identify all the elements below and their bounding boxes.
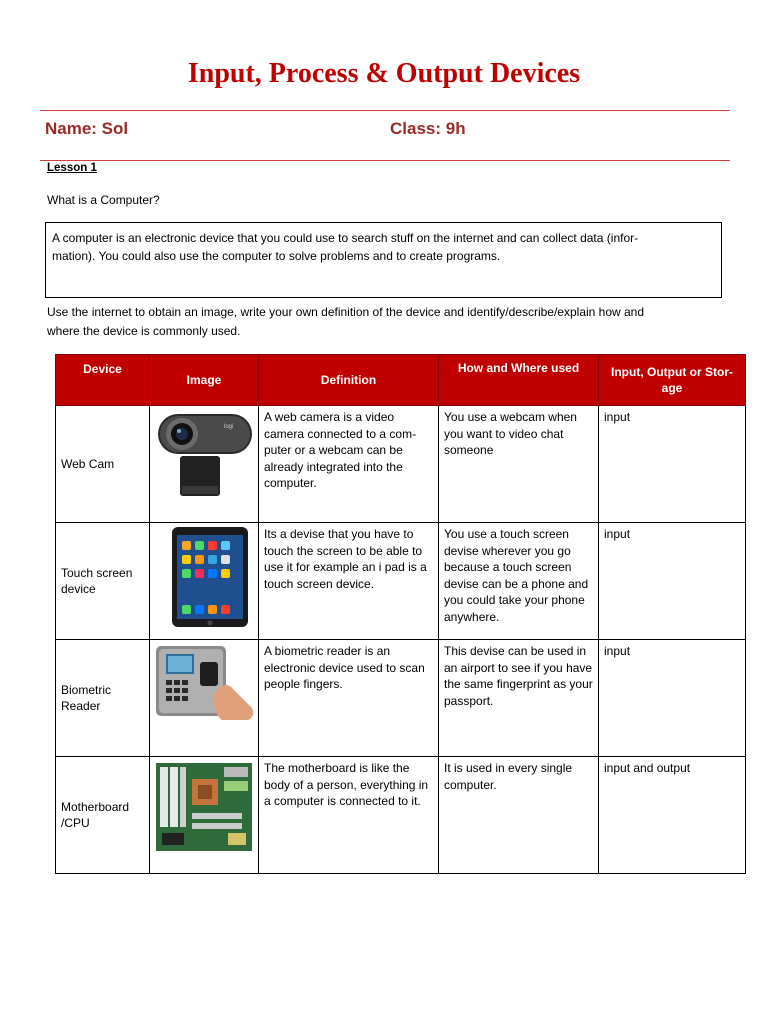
instructions [47,303,727,341]
student-class: Class: 9h [390,119,466,138]
webcam-icon [152,408,256,502]
header-device: Device [56,355,150,406]
divider-bottom [40,160,730,161]
fingerprint-icon [152,642,256,722]
how-where-used: This devise can be used in an airport to see if you have the same fingerprint as your passport. [439,640,599,757]
answer-box[interactable] [45,222,722,298]
header-how-where: How and Where used [439,355,599,406]
svg-text:logi: logi [224,424,234,430]
definition: A biometric reader is an electronic device used to scan people fingers. [259,640,439,757]
how-where-used: You use a webcam when you want to video chat someone [439,406,599,523]
header-definition: Definition [259,355,439,406]
device-type: input and output [599,757,746,874]
device-name: Touch screen device [56,523,150,640]
question-text: What is a Computer? [47,193,160,207]
how-where-used: You use a touch screen devise wherever you go because a touch screen devise can be a phone and you could take your phone anywhere. [439,523,599,640]
device-type: input [599,406,746,523]
device-name: Web Cam [56,406,150,523]
how-where-used: It is used in every single computer. [439,757,599,874]
definition: Its a devise that you have to touch the screen to be able to use it for example an i pad is a touch screen device. [259,523,439,640]
header-image: Image [150,355,259,406]
lesson-label: Lesson 1 [47,162,97,174]
student-name: Name: Sol [45,119,129,138]
table-row [56,406,746,523]
table-row [56,640,746,757]
answer-line: A computer is an electronic device that you could use to search stuff on the internet and can collect data (infor- [52,231,639,245]
definition: A web camera is a video camera connected to a com-puter or a webcam can be already integrated into the computer. [259,406,439,523]
definition: The motherboard is like the body of a person, everything in a computer is connected to it. [259,757,439,874]
table-row [56,757,746,874]
header-type: Input, Output or Stor-age [599,355,746,406]
answer-line: mation). You could also use the computer to solve problems and to create programs. [52,249,501,263]
tablet-image [150,523,259,640]
instructions-line: Use the internet to obtain an image, write your own definition of the device and identify/describe/explain how and [47,305,645,319]
motherboard-image [150,757,259,874]
divider-top [40,110,730,111]
table-row [56,523,746,640]
motherboard-icon [152,759,256,853]
devices-table [55,354,746,874]
page-title: Input, Process & Output Devices [187,58,581,89]
device-type: input [599,523,746,640]
device-type: input [599,640,746,757]
table-header-row [56,355,746,406]
device-name: Biometric Reader [56,640,150,757]
device-name: Motherboard /CPU [56,757,150,874]
biometric-reader-image [150,640,259,757]
webcam-image [150,406,259,523]
instructions-line: where the device is commonly used. [47,324,241,338]
tablet-icon [152,525,256,629]
